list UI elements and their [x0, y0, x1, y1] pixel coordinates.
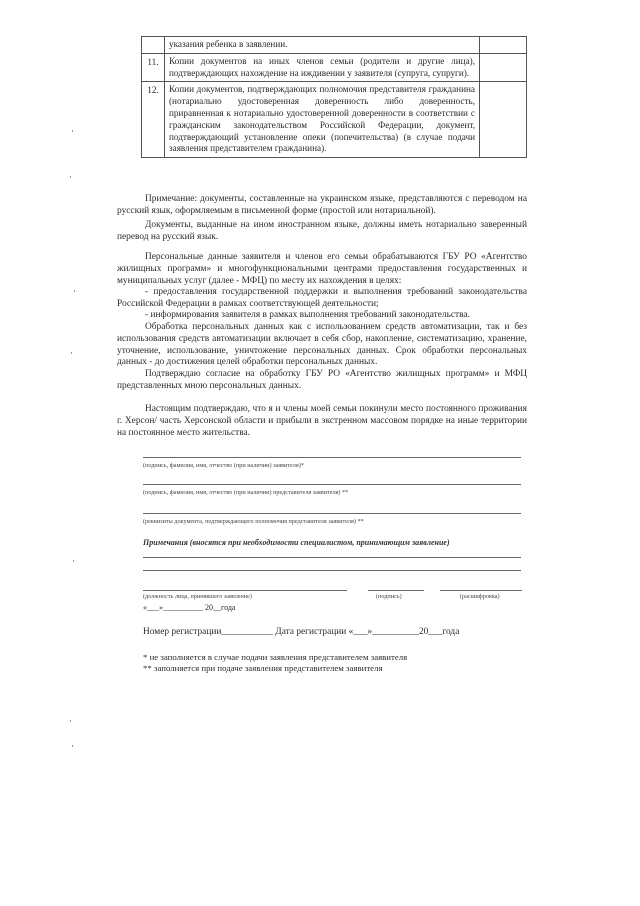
translation-note: Примечание: документы, составленные на украинском языке, представляются с переводом на русский язык, оформляемым в письменной форме (простой или нотариальной).: [117, 194, 527, 216]
scan-speck: [73, 560, 74, 562]
signature-caption-representative: (подпись, фамилия, имя, отчество (при наличии) представителя заявителя) **: [143, 489, 349, 496]
row-number: [142, 37, 165, 54]
registration-line: Номер регистрации___________ Дата регистрации «___»__________20___года: [143, 627, 460, 637]
row-text: Копии документов, подтверждающих полномочия представителя гражданина (нотариально удостоверенная доверенность либо доверенность, приравненная к нотариально удостоверенной доверенности в соответствии с гражданским законодательством Российской Федерации, документ, подтверждающий установление опеки (попечительства) (в случае подачи заявления представителем гражданина).: [165, 82, 480, 158]
table-row: [142, 53, 527, 82]
personal-data-paragraph: Персональные данные заявителя и членов его семьи обрабатываются ГБУ РО «Агентство жилищных программ» и многофункциональными центрами предоставления государственных и муниципальных услуг (далее - МФЦ) по месту их нахождения в целях:: [117, 252, 527, 286]
personal-data-processing: Обработка персональных данных как с использованием средств автоматизации, так и без использования средств автоматизации включает в себя сбор, накопление, систематизацию, хранение, уточнение, использование, уничтожение персональных данных. Срок обработки персональных данных - до достижения целей обработки персональных данных.: [117, 322, 527, 368]
table-row: [142, 37, 527, 54]
scan-speck: [74, 290, 75, 292]
position-caption: (должность лица, принявшего заявление): [143, 593, 252, 600]
specialist-notes-label: Примечания (вносятся при необходимости специалистом, принимающим заявление): [143, 538, 450, 547]
documents-table: [141, 36, 527, 158]
scan-speck: [71, 352, 72, 354]
acceptance-date: «___»__________ 20__года: [143, 603, 236, 612]
notes-line-1: [143, 557, 521, 558]
personal-data-purpose-2: - информирования заявителя в рамках выполнения требований законодательства.: [145, 310, 470, 320]
scan-speck: [72, 130, 73, 132]
scan-speck: [70, 720, 71, 722]
signature-line-applicant: [143, 457, 521, 458]
row-text: указания ребенка в заявлении.: [165, 37, 480, 54]
signature-line-representative: [143, 484, 521, 485]
row-mark: [480, 37, 527, 54]
confirmation-paragraph: Настоящим подтверждаю, что я и члены моей семьи покинули место постоянного проживания г. Херсон/ часть Херсонской области и прибыли в экстренном массовом порядке на иные территории на постоянное место жительства.: [117, 404, 527, 438]
personal-data-purpose-1: - предоставления государственной поддержки и выполнения требований законодательства Российской Федерации в рамках соответствующей деятельности;: [117, 287, 527, 309]
row-number: 12.: [142, 82, 165, 158]
signature-caption-authority: (реквизиты документа, подтверждающего полномочия представителя заявителя) **: [143, 518, 364, 525]
row-text: Копии документов на иных членов семьи (родители и другие лица), подтверждающих нахождение на иждивении у заявителя (супруга, супруги).: [165, 53, 480, 82]
sign-caption: (подпись): [376, 593, 402, 600]
signature-line-authority: [143, 513, 521, 514]
footnote-2: ** заполняется при подаче заявления представителем заявителя: [143, 663, 383, 673]
decode-caption: (расшифровка): [460, 593, 500, 600]
notes-line-2: [143, 570, 521, 571]
scan-speck: [70, 176, 71, 178]
decode-line: [440, 590, 522, 591]
row-mark: [480, 82, 527, 158]
table-row: [142, 82, 527, 158]
consent-paragraph: Подтверждаю согласие на обработку ГБУ РО «Агентство жилищных программ» и МФЦ представленных мною персональных данных.: [117, 369, 527, 391]
row-number: 11.: [142, 53, 165, 82]
signature-caption-applicant: (подпись, фамилия, имя, отчество (при наличии) заявителя)*: [143, 462, 304, 469]
position-line: [143, 590, 347, 591]
scan-speck: [72, 745, 73, 747]
row-mark: [480, 53, 527, 82]
foreign-language-note: Документы, выданные на ином иностранном языке, должны иметь нотариально заверенный перевод на русский язык.: [117, 220, 527, 242]
footnote-1: * не заполняется в случае подачи заявления представителем заявителя: [143, 652, 408, 662]
sign-line: [368, 590, 424, 591]
